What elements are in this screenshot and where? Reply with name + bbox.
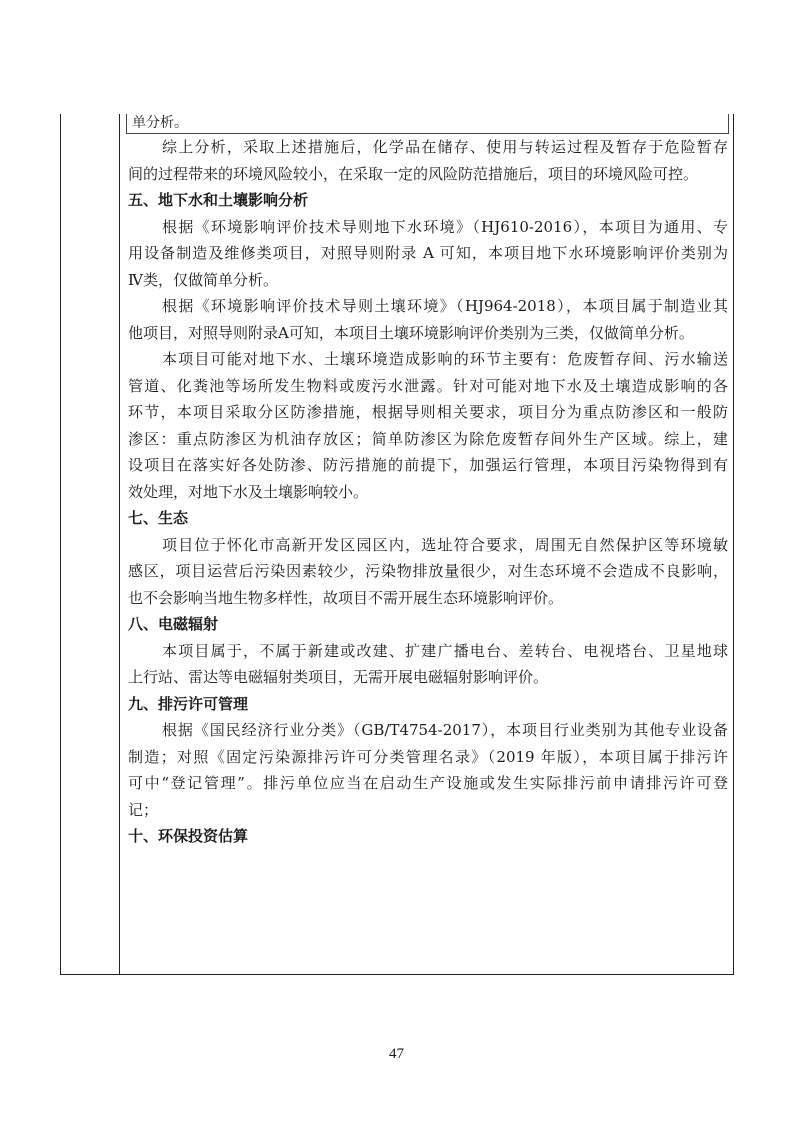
section-heading: 七、生态: [128, 509, 189, 527]
text-line: Ⅳ类，仅做简单分析。: [128, 270, 278, 289]
text-line: 效处理，对地下水及土壤影响较小。: [128, 482, 369, 501]
text-line: 设项目在落实好各处防渗、防污措施的前提下，加强运行管理，本项目污染物得到有: [128, 456, 728, 474]
section-heading: 十、环保投资估算: [128, 827, 249, 845]
paragraph: [128, 134, 728, 187]
text-line: 综上分析，采取上述措施后，化学品在储存、使用与转运过程及暂存于危险暂存: [162, 138, 728, 156]
text-line: 也不会影响当地生物多样性，故项目不需开展生态环境影响评价。: [128, 588, 564, 607]
paragraph: [128, 293, 728, 346]
paragraph: [128, 346, 728, 505]
text-line: 项目位于怀化市高新开发区园区内，选址符合要求，周围无自然保护区等环境敏: [162, 535, 728, 554]
text-line: 本项目可能对地下水、土壤环境造成影响的环节主要有：危废暂存间、污水输送: [162, 350, 728, 368]
text-line: 管道、化粪池等场所发生物料或废污水泄露。针对可能对地下水及土壤造成影响的各: [128, 376, 728, 395]
text-line: 记；: [128, 800, 159, 819]
text-line: 渗区：重点防渗区为机油存放区；简单防渗区为除危废暂存间外生产区域。综上，建: [128, 429, 728, 448]
text-line: 上行站、雷达等电磁辐射类项目，无需开展电磁辐射影响评价。: [128, 668, 549, 686]
text-line: 本项目属于，不属于新建或改建、扩建广播电台、差转台、电视塔台、卫星地球: [162, 641, 728, 660]
text-line: 根据《环境影响评价技术导则土壤环境》（HJ964-2018），本项目属于制造业其: [162, 297, 728, 315]
paragraph: [128, 532, 728, 612]
paragraph: [128, 214, 728, 294]
text-line: 间的过程带来的环境风险较小，在采取一定的风险防范措施后，项目的环境风险可控。: [128, 164, 699, 183]
text-line: 根据《国民经济行业分类》（GB/T4754-2017），本项目行业类别为其他专业设备: [162, 721, 728, 739]
paragraph: [128, 717, 728, 823]
text-line: 环节，本项目采取分区防渗措施，根据导则相关要求，项目分为重点防渗区和一般防: [128, 403, 728, 421]
text-line: 可中“登记管理”。排污单位应当在启动生产设施或发生实际排污前申请排污许可登: [128, 774, 728, 792]
section-heading: 五、地下水和土壤影响分析: [128, 191, 309, 209]
text-line: 用设备制造及维修类项目，对照导则附录 A 可知，本项目地下水环境影响评价类别为: [128, 244, 728, 262]
page-number: 47: [389, 1046, 404, 1062]
text-line: 感区，项目运营后污染因素较少，污染物排放量很少，对生态环境不会造成不良影响，: [128, 562, 728, 580]
text-line: 根据《环境影响评价技术导则地下水环境》（HJ610-2016），本项目为通用、专: [162, 217, 728, 236]
column-divider: [119, 114, 120, 975]
section-heading: 八、电磁辐射: [128, 615, 219, 633]
text-line: 他项目，对照导则附录A可知，本项目土壤环境影响评价类别为三类，仅做简单分析。: [128, 323, 694, 342]
page-content: [128, 114, 728, 850]
section-heading: 九、排污许可管理: [128, 694, 249, 713]
paragraph: [128, 638, 728, 691]
top-fragment: 单分析。: [132, 115, 188, 131]
text-line: 制造；对照《固定污染源排污许可分类管理名录》（2019 年版），本项目属于排污许: [128, 747, 728, 766]
